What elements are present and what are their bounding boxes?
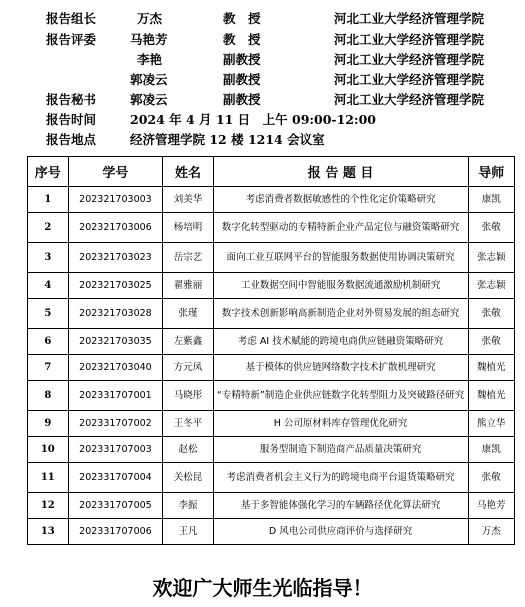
table-row bbox=[28, 381, 515, 411]
member-title: 副教授 bbox=[223, 52, 261, 67]
student-name: 岳宗艺 bbox=[163, 243, 213, 273]
row-number: 10 bbox=[28, 437, 69, 463]
student-id: 202331707005 bbox=[68, 493, 163, 519]
member-unit: 河北工业大学经济管理学院 bbox=[334, 32, 485, 47]
report-topic: 面向工业互联网平台的智能服务数据使用协调决策研究 bbox=[213, 243, 468, 273]
student-name: 方元凤 bbox=[163, 355, 213, 381]
student-id: 202331707003 bbox=[68, 437, 163, 463]
student-name: 杨培明 bbox=[163, 213, 213, 243]
student-name: 马晓彤 bbox=[163, 381, 213, 411]
report-topic: D 风电公司供应商评价与选择研究 bbox=[213, 519, 468, 545]
advisor-name: 魏植光 bbox=[468, 355, 514, 381]
advisor-name: 万杰 bbox=[468, 519, 514, 545]
advisor-name: 熊立华 bbox=[468, 411, 514, 437]
table-row bbox=[28, 187, 515, 213]
student-name: 关松昆 bbox=[163, 463, 213, 493]
header-name: 姓名 bbox=[163, 157, 213, 187]
student-id: 202321703040 bbox=[68, 355, 163, 381]
welcome-message: 欢迎广大师生光临指导！ bbox=[152, 576, 373, 600]
student-id: 202331707002 bbox=[68, 411, 163, 437]
report-topic: “专精特新”制造企业供应链数字化转型阻力及突破路径研究 bbox=[213, 381, 468, 411]
table-row bbox=[28, 493, 515, 519]
report-topic: H 公司原材料库存管理优化研究 bbox=[213, 411, 468, 437]
member-title: 副教授 bbox=[223, 72, 261, 87]
row-number: 11 bbox=[28, 463, 69, 493]
role-label: 报告评委 bbox=[46, 32, 97, 47]
member-name: 马艳芳 bbox=[130, 32, 168, 47]
student-id: 202321703028 bbox=[68, 299, 163, 329]
row-number: 1 bbox=[28, 187, 69, 213]
report-topic: 考虑 AI 技术赋能的跨境电商供应链融资策略研究 bbox=[213, 329, 468, 355]
student-id: 202321703003 bbox=[68, 187, 163, 213]
row-number: 12 bbox=[28, 493, 69, 519]
student-id: 202321703035 bbox=[68, 329, 163, 355]
table-row bbox=[28, 213, 515, 243]
header-student-id: 学号 bbox=[68, 157, 163, 187]
member-name: 万杰 bbox=[137, 11, 163, 26]
row-number: 9 bbox=[28, 411, 69, 437]
table-row bbox=[28, 437, 515, 463]
student-id: 202331707001 bbox=[68, 381, 163, 411]
table-row bbox=[28, 411, 515, 437]
member-unit: 河北工业大学经济管理学院 bbox=[334, 92, 485, 107]
header-advisor: 导师 bbox=[468, 157, 514, 187]
student-id: 202331707006 bbox=[68, 519, 163, 545]
member-unit: 河北工业大学经济管理学院 bbox=[334, 72, 485, 87]
advisor-name: 张志颖 bbox=[468, 243, 514, 273]
row-number: 8 bbox=[28, 381, 69, 411]
advisor-name: 张志颖 bbox=[468, 273, 514, 299]
report-topic: 服务型制造下制造商产品质量决策研究 bbox=[213, 437, 468, 463]
time-label: 报告时间 bbox=[46, 112, 97, 127]
advisor-name: 康凯 bbox=[468, 437, 514, 463]
advisor-name: 张敬 bbox=[468, 213, 514, 243]
report-topic: 考虑消费者数据敏感性的个性化定价策略研究 bbox=[213, 187, 468, 213]
table-row bbox=[28, 273, 515, 299]
role-label: 报告组长 bbox=[46, 11, 97, 26]
table-header-row bbox=[28, 157, 515, 187]
row-number: 6 bbox=[28, 329, 69, 355]
student-id: 202321703006 bbox=[68, 213, 163, 243]
table-row bbox=[28, 355, 515, 381]
table-row bbox=[28, 463, 515, 493]
member-title: 教 授 bbox=[223, 32, 261, 47]
student-name: 王冬平 bbox=[163, 411, 213, 437]
row-number: 3 bbox=[28, 243, 69, 273]
row-number: 2 bbox=[28, 213, 69, 243]
advisor-name: 魏植光 bbox=[468, 381, 514, 411]
advisor-name: 张敬 bbox=[468, 463, 514, 493]
time-value: 2024 年 4 月 11 日 上午 09:00-12:00 bbox=[130, 112, 376, 127]
student-name: 刘美华 bbox=[163, 187, 213, 213]
student-name: 左紫鑫 bbox=[163, 329, 213, 355]
report-schedule-table bbox=[27, 156, 515, 545]
row-number: 5 bbox=[28, 299, 69, 329]
member-unit: 河北工业大学经济管理学院 bbox=[334, 11, 485, 26]
student-name: 张瑾 bbox=[163, 299, 213, 329]
student-id: 202331707004 bbox=[68, 463, 163, 493]
report-topic: 数字技术创新影响高新制造企业对外贸易发展的组态研究 bbox=[213, 299, 468, 329]
header-no: 序号 bbox=[28, 157, 69, 187]
report-topic: 基于多智能体强化学习的车辆路径优化算法研究 bbox=[213, 493, 468, 519]
report-topic: 基于模体的供应链网络数字技术扩散机理研究 bbox=[213, 355, 468, 381]
report-topic: 数字化转型驱动的专精特新企业产品定位与融资策略研究 bbox=[213, 213, 468, 243]
student-name: 王凡 bbox=[163, 519, 213, 545]
table-row bbox=[28, 299, 515, 329]
student-name: 翟雅丽 bbox=[163, 273, 213, 299]
student-name: 李振 bbox=[163, 493, 213, 519]
member-unit: 河北工业大学经济管理学院 bbox=[334, 52, 485, 67]
student-id: 202321703025 bbox=[68, 273, 163, 299]
member-title: 副教授 bbox=[223, 92, 261, 107]
row-number: 7 bbox=[28, 355, 69, 381]
location-value: 经济管理学院 12 楼 1214 会议室 bbox=[130, 132, 325, 147]
member-name: 郭凌云 bbox=[130, 92, 168, 107]
student-id: 202321703023 bbox=[68, 243, 163, 273]
advisor-name: 马艳芳 bbox=[468, 493, 514, 519]
advisor-name: 张敬 bbox=[468, 329, 514, 355]
report-topic: 考虑消费者机会主义行为的跨境电商平台退货策略研究 bbox=[213, 463, 468, 493]
table-row bbox=[28, 243, 515, 273]
role-label: 报告秘书 bbox=[46, 92, 97, 107]
member-name: 郭凌云 bbox=[130, 72, 168, 87]
header-topic: 报 告 题 目 bbox=[213, 157, 468, 187]
student-name: 赵松 bbox=[163, 437, 213, 463]
advisor-name: 康凯 bbox=[468, 187, 514, 213]
location-label: 报告地点 bbox=[46, 132, 97, 147]
member-title: 教 授 bbox=[223, 11, 261, 26]
table-row bbox=[28, 329, 515, 355]
advisor-name: 张敬 bbox=[468, 299, 514, 329]
table-row bbox=[28, 519, 515, 545]
member-name: 李艳 bbox=[137, 52, 163, 67]
row-number: 13 bbox=[28, 519, 69, 545]
report-topic: 工业数据空间中智能服务数据流通激励机制研究 bbox=[213, 273, 468, 299]
row-number: 4 bbox=[28, 273, 69, 299]
